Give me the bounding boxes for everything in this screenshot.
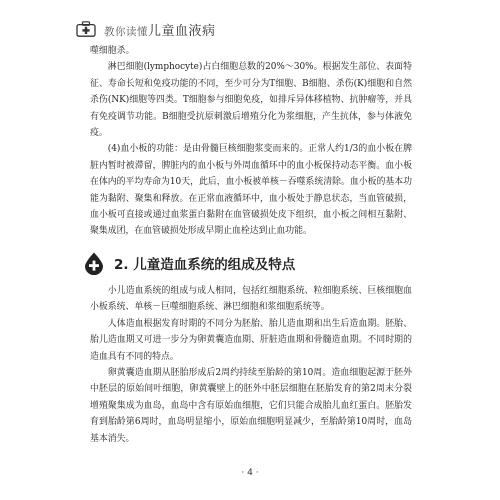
paragraph-lymphocyte: 淋巴细胞(lymphocyte)占白细胞总数的20%～30%。根据发生部位、表面特征、寿命长短和免疫功能的不同，至少可分为T细胞、B细胞、杀伤(K)细胞和自然杀伤(NK)细胞等四类。T细胞参与细胞免疫，如排斥异体移植物、抗肿瘤等，并具有免疫调节功能。B细胞受抗原刺激后增殖分化为浆细胞，产生抗体，参与体液免疫。	[90, 62, 412, 139]
page-number: · 4 ·	[241, 468, 259, 478]
paragraph-continued: 噬细胞杀。	[90, 46, 135, 56]
section-title: 2. 儿童造血系统的组成及特点	[114, 256, 296, 273]
paragraph-system-composition: 小儿造血系统的组成与成人相同，包括红细胞系统、粒细胞系统、巨核细胞血小板系统、单核－巨噬细胞系统、淋巴细胞和浆细胞系统等。	[90, 285, 412, 313]
blood-drop-plus-icon	[82, 251, 106, 275]
paragraph-platelet: (4)血小板的功能：是由骨髓巨核细胞浆变而来的。正常人约1/3的血小板在脾脏内暂时被滞留，脾脏内的血小板与外周血循环中的血小板保持动态平衡。血小板在体内的平均寿命为10天，此后，血小板被单核－吞噬系统清除。血小板的基本功能为黏附、聚集和释放。在正常血液循环中，血小板处于静息状态，当血管破损，血小板可直接或通过血浆蛋白黏附在血管破损处皮下组织，血小板之间相互黏附、聚集成团，在血管破损处形成早期止血栓达到止血功能。	[90, 144, 412, 237]
running-header	[76, 18, 216, 40]
paragraph-yolk-sac: 卵黄囊造血期从胚胎形成后2周约持续至胎龄的第10周。造血细胞起源于胚外中胚层的原始间叶细胞，卵黄囊壁上的胚外中胚层细胞在胚胎发育的第2周末分裂增殖聚集成为血岛，血岛中含有原始血细胞，它们只能合成胎儿血红蛋白。胚胎发育到胎龄第6周时，血岛明显缩小，原始血细胞明显减少，至胎龄第10周时，血岛基本消失。	[90, 367, 412, 444]
medical-kit-icon	[76, 21, 96, 37]
paragraph-hematopoiesis-periods: 人体造血根据发育时期的不同分为胚胎、胎儿造血期和出生后造血期。胚胎、胎儿造血期又可进一步分为卵黄囊造血期、肝脏造血期和骨髓造血期。不同时期的造血具有不同的特点。	[90, 318, 412, 362]
header-title	[104, 20, 216, 39]
page-body	[90, 43, 412, 447]
section-heading	[82, 251, 412, 275]
header-book-title: 儿童血液病	[148, 23, 216, 39]
header-prefix: 教你读懂	[104, 25, 148, 38]
